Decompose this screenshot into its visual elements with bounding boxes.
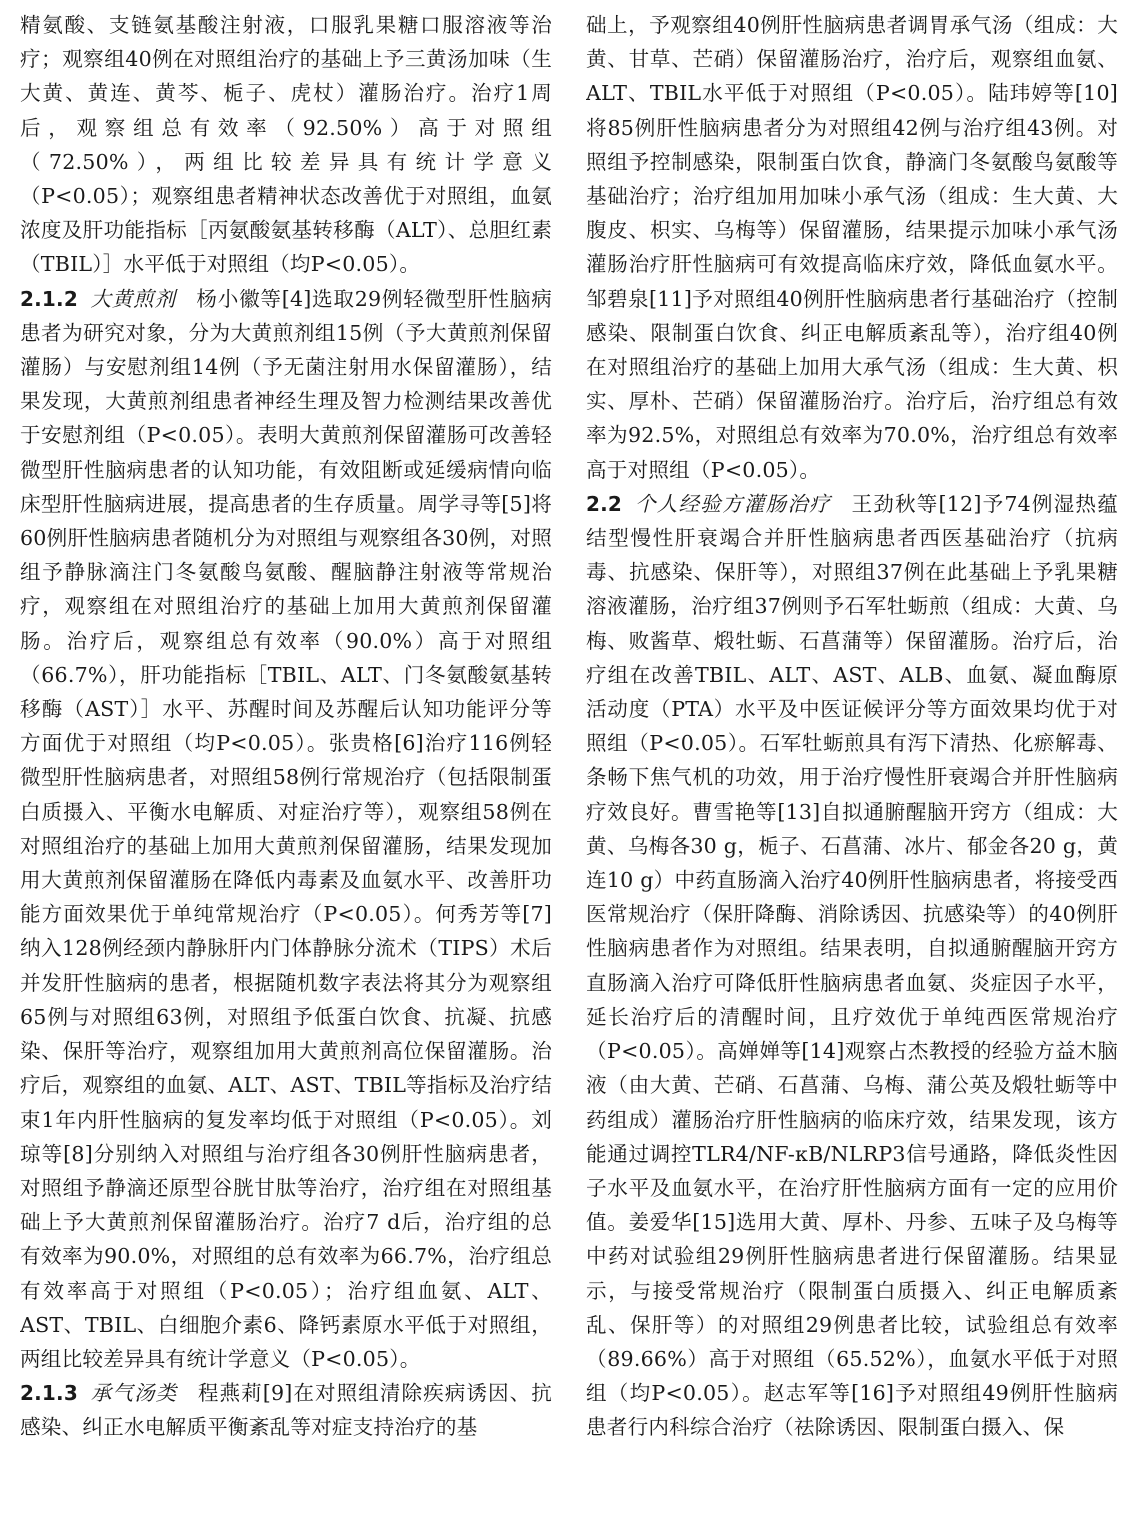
section-number: 2.1.3 [20, 1381, 78, 1406]
section-2-2 [586, 487, 1118, 1445]
section-2-1-2 [20, 282, 552, 1377]
section-title: 承气汤类 [89, 1381, 178, 1406]
section-body: 程燕莉[9]在对照组清除疾病诱因、抗感染、纠正水电解质平衡紊乱等对症支持治疗的基 [20, 1381, 552, 1440]
section-title: 个人经验方灌肠治疗 [634, 491, 831, 516]
paragraph-chengqi-decoction: 础上，予观察组40例肝性脑病患者调胃承气汤（组成：大黄、甘草、芒硝）保留灌肠治疗，治疗后，观察组血氨、ALT、TBIL水平低于对照组（P<0.05）。陆玮婷等[10]将85例肝性脑病患者分为对照组42例与治疗组43例。对照组予控制感染，限制蛋白饮食，静滴门冬氨酸鸟氨酸等基础治疗；治疗组加用加味小承气汤（组成：生大黄、大腹皮、枳实、乌梅等）保留灌肠，结果提示加味小承气汤灌肠治疗肝性脑病可有效提高临床疗效，降低血氨水平。邹碧泉[11]予对照组40例肝性脑病患者行基础治疗（控制感染、限制蛋白饮食、纠正电解质紊乱等），治疗组40例在对照组治疗的基础上加用大承气汤（组成：生大黄、枳实、厚朴、芒硝）保留灌肠治疗。治疗后，治疗组总有效率为92.5%，对照组总有效率为70.0%，治疗组总有效率高于对照组（P<0.05）。 [586, 13, 1118, 482]
paragraph-sanhuang-decoction: 精氨酸、支链氨基酸注射液，口服乳果糖口服溶液等治疗；观察组40例在对照组治疗的基础上予三黄汤加味（生大黄、黄连、黄芩、栀子、虎杖）灌肠治疗。治疗1周后，观察组总有效率（92.50%）高于对照组（72.50%），两组比较差异具有统计学意义（P<0.05）；观察组患者精神状态改善优于对照组，血氨浓度及肝功能指标［丙氨酸氨基转移酶（ALT）、总胆红素（TBIL）］水平低于对照组（均P<0.05）。 [20, 13, 552, 277]
section-number: 2.2 [586, 491, 623, 516]
right-column [586, 8, 1118, 1528]
section-number: 2.1.2 [20, 286, 78, 311]
section-body: 王劲秋等[12]予74例湿热蕴结型慢性肝衰竭合并肝性脑病患者西医基础治疗（抗病毒、抗感染、保肝等），对照组37例在此基础上予乳果糖溶液灌肠，治疗组37例则予石军牡蛎煎（组成：大黄、乌梅、败酱草、煅牡蛎、石菖蒲等）保留灌肠。治疗后，治疗组在改善TBIL、ALT、AST、ALB、血氨、凝血酶原活动度（PTA）水平及中医证候评分等方面效果均优于对照组（P<0.05）。石军牡蛎煎具有泻下清热、化瘀解毒、条畅下焦气机的功效，用于治疗慢性肝衰竭合并肝性脑病疗效良好。曹雪艳等[13]自拟通腑醒脑开窍方（组成：大黄、乌梅各30 g，栀子、石菖蒲、冰片、郁金各20 g，黄连10 g）中药直肠滴入治疗40例肝性脑病患者，将接受西医常规治疗（保肝降酶、消除诱因、抗感染等）的40例肝性脑病患者作为对照组。结果表明，自拟通腑醒脑开窍方直肠滴入治疗可降低肝性脑病患者血氨、炎症因子水平，延长治疗后的清醒时间，且疗效优于单纯西医常规治疗（P<0.05）。高婵婵等[14]观察占杰教授的经验方益木脑液（由大黄、芒硝、石菖蒲、乌梅、蒲公英及煅牡蛎等中药组成）灌肠治疗肝性脑病的临床疗效，结果发现，该方能通过调控TLR4/NF-κB/NLRP3信号通路，降低炎性因子水平及血氨水平，在治疗肝性脑病方面有一定的应用价值。姜爱华[15]选用大黄、厚朴、丹参、五味子及乌梅等中药对试验组29例肝性脑病患者进行保留灌肠。结果显示，与接受常规治疗（限制蛋白质摄入、纠正电解质紊乱、保肝等）的对照组29例患者比较，试验组总有效率（89.66%）高于对照组（65.52%），血氨水平低于对照组（均P<0.05）。赵志军等[16]予对照组49例肝性脑病患者行内科综合治疗（祛除诱因、限制蛋白摄入、保 [586, 491, 1118, 1440]
section-body: 杨小徽等[4]选取29例轻微型肝性脑病患者为研究对象，分为大黄煎剂组15例（予大黄煎剂保留灌肠）与安慰剂组14例（予无菌注射用水保留灌肠），结果发现，大黄煎剂组患者神经生理及智力检测结果改善优于安慰剂组（P<0.05）。表明大黄煎剂保留灌肠可改善轻微型肝性脑病患者的认知功能，有效阻断或延缓病情向临床型肝性脑病进展，提高患者的生存质量。周学寻等[5]将60例肝性脑病患者随机分为对照组与观察组各30例，对照组予静脉滴注门冬氨酸鸟氨酸、醒脑静注射液等常规治疗，观察组在对照组治疗的基础上加用大黄煎剂保留灌肠。治疗后，观察组总有效率（90.0%）高于对照组（66.7%），肝功能指标［TBIL、ALT、门冬氨酸氨基转移酶（AST）］水平、苏醒时间及苏醒后认知功能评分等方面优于对照组（均P<0.05）。张贵格[6]治疗116例轻微型肝性脑病患者，对照组58例行常规治疗（包括限制蛋白质摄入、平衡水电解质、对症治疗等），观察组58例在对照组治疗的基础上加用大黄煎剂保留灌肠，结果发现加用大黄煎剂保留灌肠在降低内毒素及血氨水平、改善肝功能方面效果优于单纯常规治疗（P<0.05）。何秀芳等[7]纳入128例经颈内静脉肝内门体静脉分流术（TIPS）术后并发肝性脑病的患者，根据随机数字表法将其分为观察组65例与对照组63例，对照组予低蛋白饮食、抗凝、抗感染、保肝等治疗，观察组加用大黄煎剂高位保留灌肠。治疗后，观察组的血氨、ALT、AST、TBIL等指标及治疗结束1年内肝性脑病的复发率均低于对照组（P<0.05）。刘琼等[8]分别纳入对照组与治疗组各30例肝性脑病患者，对照组予静滴还原型谷胱甘肽等治疗，治疗组在对照组基础上予大黄煎剂保留灌肠治疗。治疗7 d后，治疗组的总有效率为90.0%，对照组的总有效率为66.7%，治疗组总有效率高于对照组（P<0.05）；治疗组血氨、ALT、AST、TBIL、白细胞介素6、降钙素原水平低于对照组，两组比较差异具有统计学意义（P<0.05）。 [20, 286, 552, 1371]
section-title: 大黄煎剂 [89, 286, 176, 311]
left-column [20, 8, 552, 1528]
section-2-1-3 [20, 1376, 552, 1444]
